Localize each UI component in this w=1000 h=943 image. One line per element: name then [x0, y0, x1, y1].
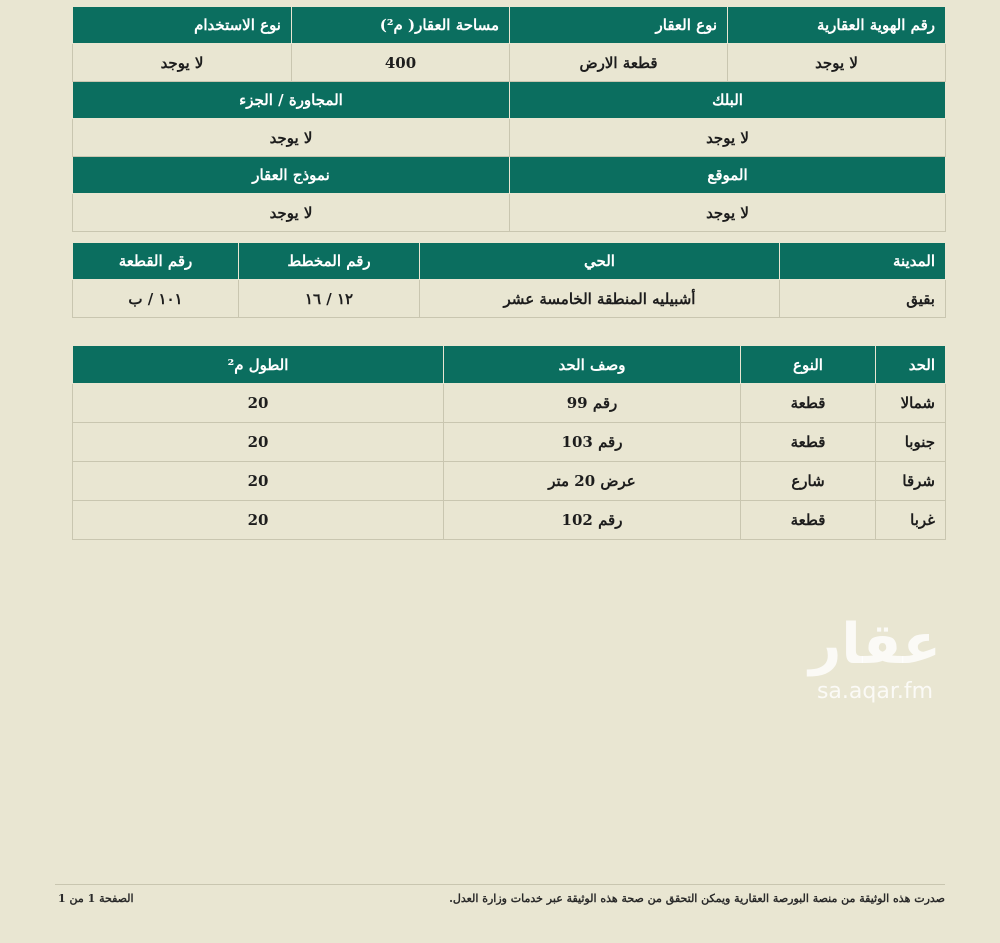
value-row — [73, 119, 946, 157]
boundary-length: 20 — [73, 423, 444, 462]
header-length: الطول م² — [73, 346, 444, 384]
header-usage-type: نوع الاستخدام — [73, 7, 292, 44]
page-number: الصفحة 1 من 1 — [58, 892, 134, 905]
boundary-type: قطعة — [741, 423, 876, 462]
header-property-id: رقم الهوية العقارية — [728, 7, 946, 44]
boundary-direction: غربا — [876, 501, 946, 540]
boundary-description: عرض 20 متر — [444, 462, 741, 501]
header-property-area: مساحة العقار( م²) — [292, 7, 510, 44]
boundary-type: شارع — [741, 462, 876, 501]
value-row — [73, 280, 946, 318]
header-row — [73, 7, 946, 44]
value-property-model: لا يوجد — [73, 194, 510, 232]
boundary-type: قطعة — [741, 384, 876, 423]
header-row — [73, 82, 946, 119]
boundary-length: 20 — [73, 462, 444, 501]
value-row — [73, 194, 946, 232]
table-row — [73, 384, 946, 423]
footer-notice: صدرت هذه الوثيقة من منصة البورصة العقارية ويمكن التحقق من صحة هذه الوثيقة عبر خدمات وزارة العدل. — [449, 892, 945, 905]
table-row — [73, 501, 946, 540]
header-property-type: نوع العقار — [510, 7, 728, 44]
header-property-model: نموذج العقار — [73, 157, 510, 194]
boundary-description: رقم 99 — [444, 384, 741, 423]
boundaries-table — [72, 345, 946, 540]
boundary-direction: شمالا — [876, 384, 946, 423]
value-plan-number: ١٢ / ١٦ — [239, 280, 420, 318]
aqar-logo: عقار — [809, 612, 941, 677]
value-row — [73, 44, 946, 82]
header-neighborhood-part: المجاورة / الجزء — [73, 82, 510, 119]
value-neighborhood-part: لا يوجد — [73, 119, 510, 157]
header-row — [73, 243, 946, 280]
value-district: أشبيليه المنطقة الخامسة عشر — [420, 280, 780, 318]
header-boundary: الحد — [876, 346, 946, 384]
boundary-description: رقم 102 — [444, 501, 741, 540]
table-row — [73, 423, 946, 462]
value-block: لا يوجد — [510, 119, 946, 157]
value-property-type: قطعة الارض — [510, 44, 728, 82]
value-site: لا يوجد — [510, 194, 946, 232]
boundary-length: 20 — [73, 384, 444, 423]
value-usage-type: لا يوجد — [73, 44, 292, 82]
header-district: الحي — [420, 243, 780, 280]
boundary-type: قطعة — [741, 501, 876, 540]
boundary-description: رقم 103 — [444, 423, 741, 462]
value-property-id: لا يوجد — [728, 44, 946, 82]
header-boundary-description: وصف الحد — [444, 346, 741, 384]
header-site: الموقع — [510, 157, 946, 194]
table-row — [73, 462, 946, 501]
header-row — [73, 346, 946, 384]
footer-divider — [55, 884, 945, 885]
aqar-watermark — [795, 610, 955, 710]
property-info-table — [72, 6, 946, 232]
header-block: البلك — [510, 82, 946, 119]
value-city: بقيق — [780, 280, 946, 318]
header-type: النوع — [741, 346, 876, 384]
aqar-url: sa.aqar.fm — [816, 679, 934, 704]
boundary-direction: جنوبا — [876, 423, 946, 462]
header-row — [73, 157, 946, 194]
header-city: المدينة — [780, 243, 946, 280]
boundary-direction: شرقا — [876, 462, 946, 501]
value-plot-number: ١٠١ / ب — [73, 280, 239, 318]
location-table — [72, 242, 946, 318]
header-plan-number: رقم المخطط — [239, 243, 420, 280]
boundary-length: 20 — [73, 501, 444, 540]
header-plot-number: رقم القطعة — [73, 243, 239, 280]
value-property-area: 400 — [292, 44, 510, 82]
